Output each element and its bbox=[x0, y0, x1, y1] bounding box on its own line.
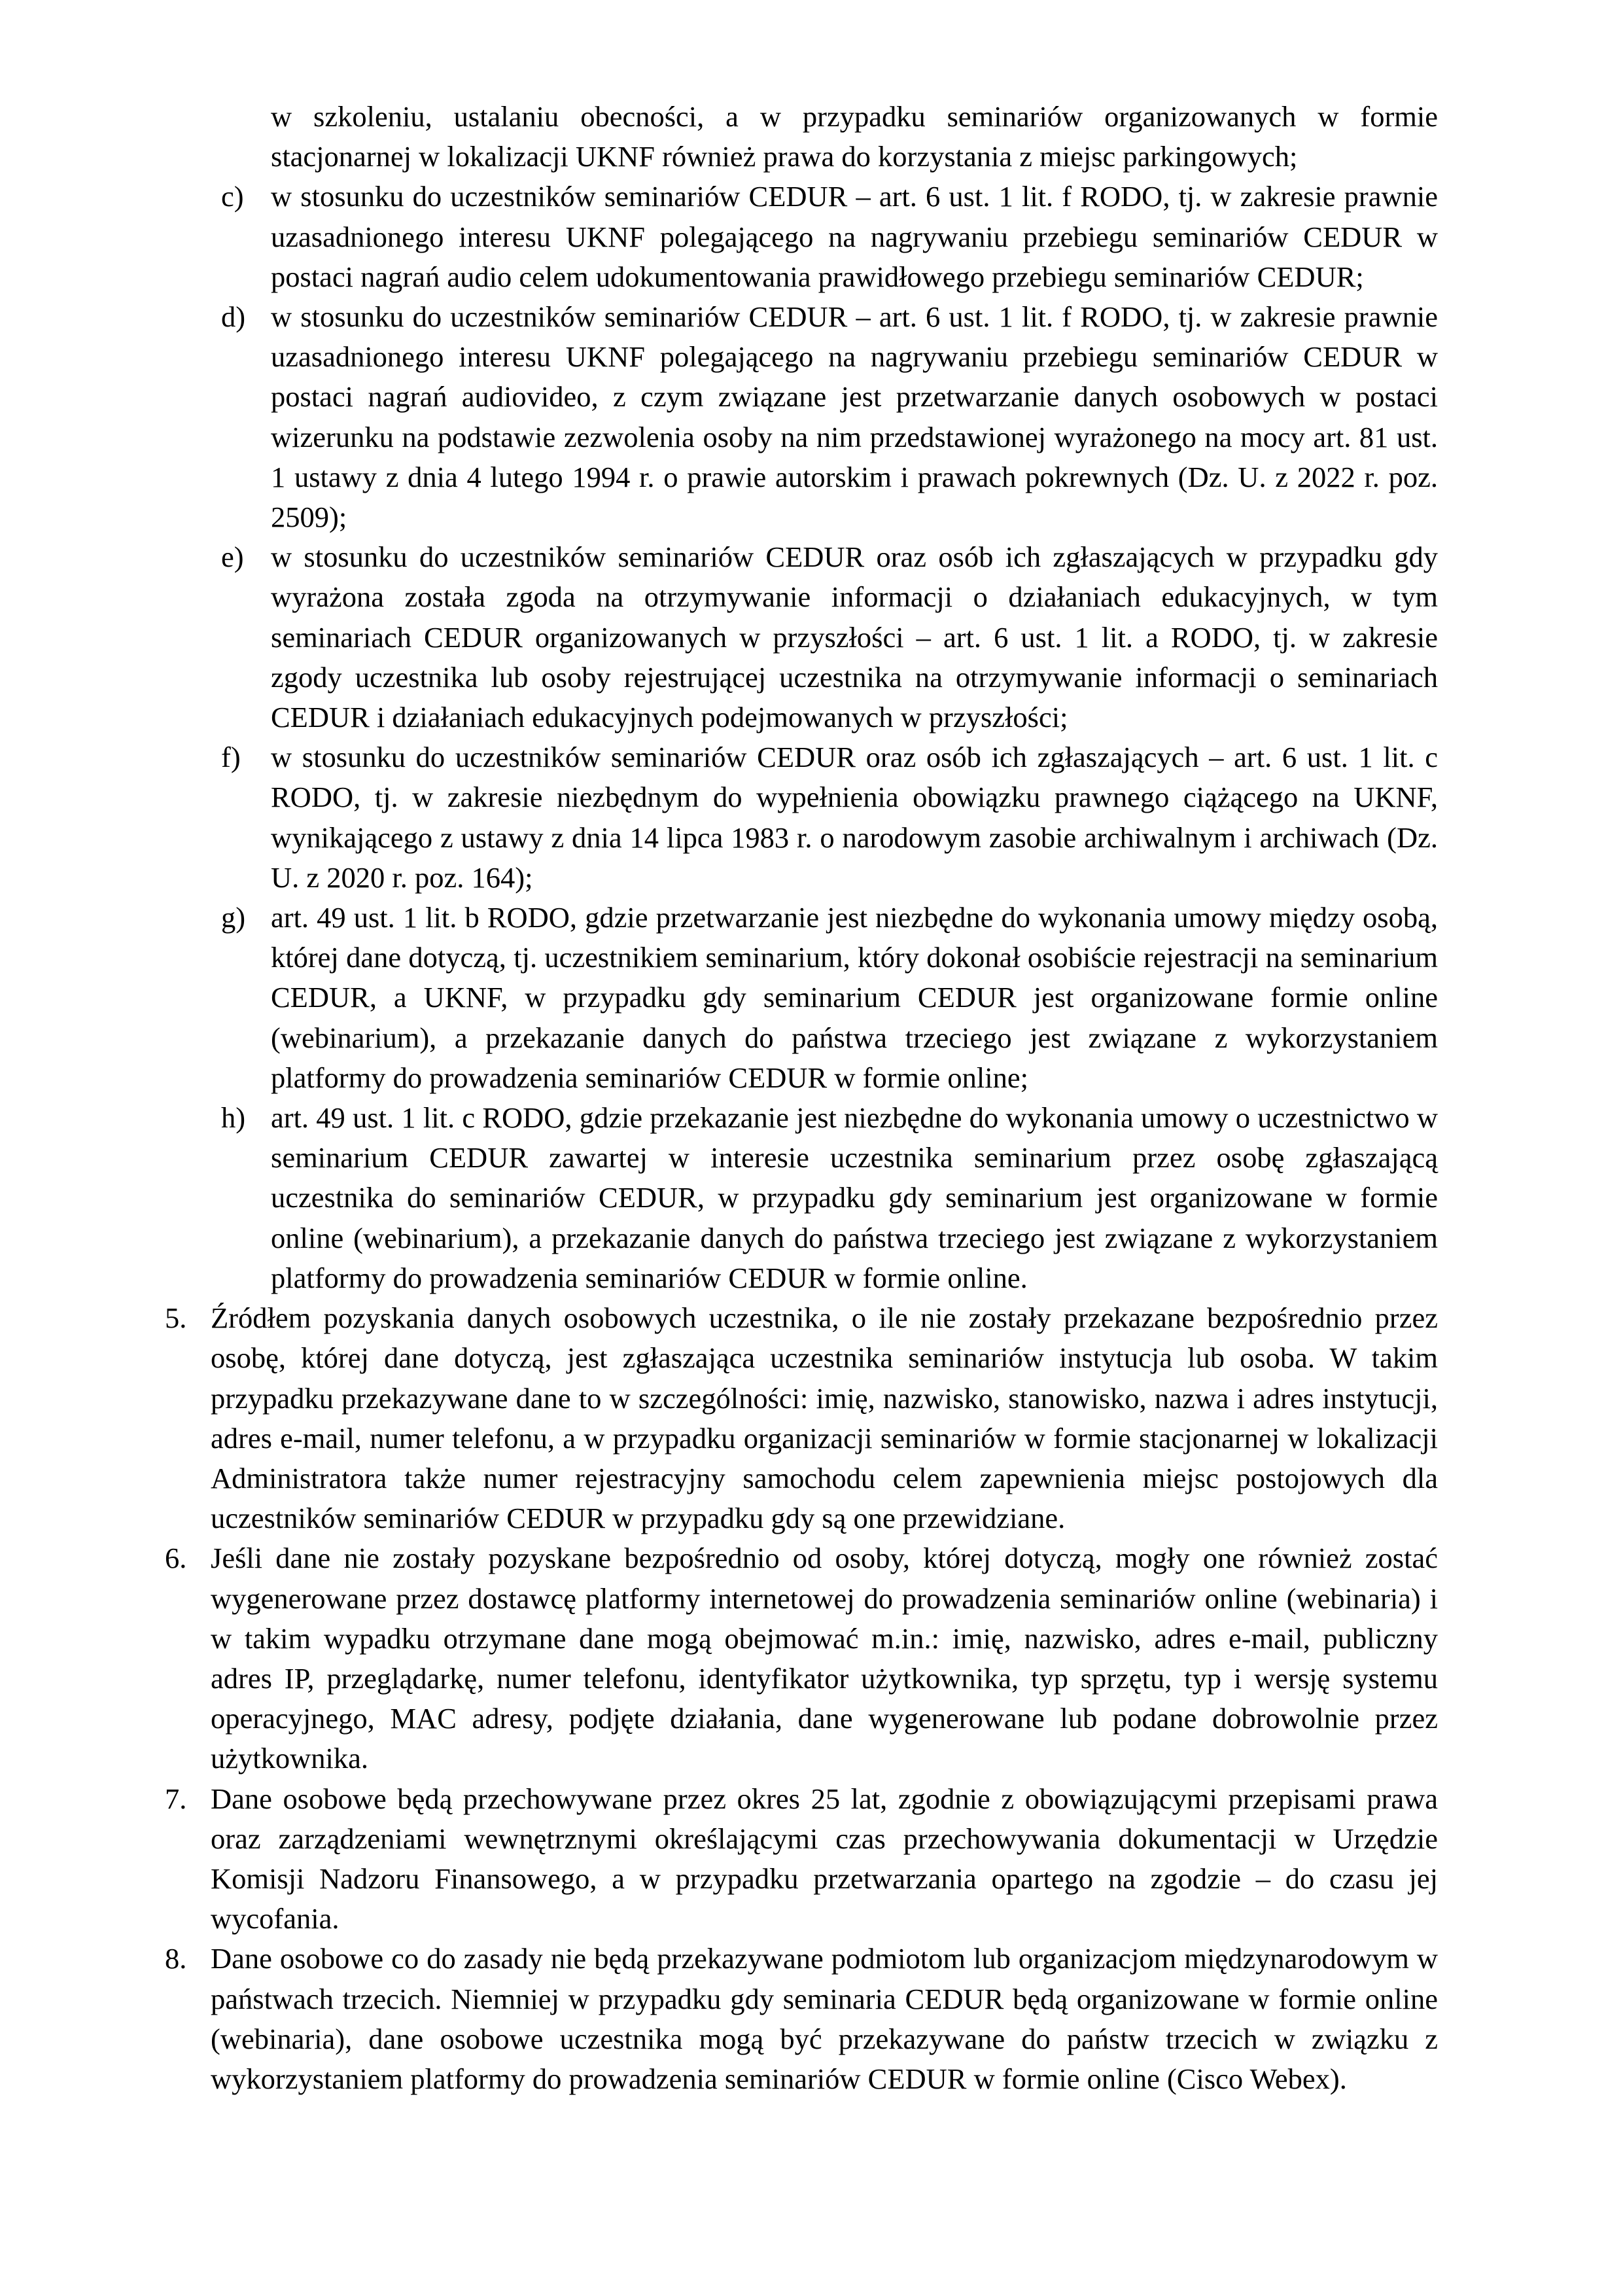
sub-item-text: w stosunku do uczestników seminariów CEDUR – art. 6 ust. 1 lit. f RODO, tj. w zakresie prawnie uzasadnionego interesu UKNF polegającego na nagrywaniu przebiegu seminariów CEDUR w postaci nagrań audio celem udokumentowania prawidłowego przebiegu seminariów CEDUR; bbox=[271, 180, 1438, 293]
list-marker: g) bbox=[221, 901, 246, 934]
sub-item-text: art. 49 ust. 1 lit. b RODO, gdzie przetwarzanie jest niezbędne do wykonania umowy między osobą, której dane dotyczą, tj. uczestnikiem seminarium, który dokonał osobiście rejestracji na seminarium CEDUR, a UKNF, w przypadku gdy seminarium CEDUR jest organizowane formie online (webinarium), a przekazanie danych do państwa trzeciego jest związane z wykorzystaniem platformy do prowadzenia seminariów CEDUR w formie online; bbox=[271, 901, 1438, 1094]
list-marker: c) bbox=[221, 180, 244, 213]
sub-item-g bbox=[165, 898, 1438, 1098]
sub-item-text: w stosunku do uczestników seminariów CEDUR oraz osób ich zgłaszających w przypadku gdy wyrażona została zgoda na otrzymywanie informacji o działaniach edukacyjnych, w tym seminariach CEDUR organizowanych w przyszłości – art. 6 ust. 1 lit. a RODO, tj. w zakresie zgody uczestnika lub osoby rejestrującej uczestnika na otrzymywanie informacji o seminariach CEDUR i działaniach edukacyjnych podejmowanych w przyszłości; bbox=[271, 540, 1438, 734]
sub-item-b-continuation-text: w szkoleniu, ustalaniu obecności, a w przypadku seminariów organizowanych w formie stacjonarnej w lokalizacji UKNF również prawa do korzystania z miejsc parkingowych; bbox=[271, 100, 1438, 173]
sub-item-b-continuation bbox=[271, 97, 1438, 177]
sub-item-e bbox=[165, 537, 1438, 737]
list-number: 8. bbox=[165, 1942, 187, 1975]
main-item-8 bbox=[165, 1939, 1438, 2099]
sub-item-d bbox=[165, 297, 1438, 537]
main-item-5 bbox=[165, 1298, 1438, 1538]
list-number: 7. bbox=[165, 1782, 187, 1815]
sub-item-c bbox=[165, 177, 1438, 297]
document-body bbox=[165, 97, 1438, 2099]
list-marker: f) bbox=[221, 741, 241, 774]
list-number: 5. bbox=[165, 1301, 187, 1335]
main-item-text: Jeśli dane nie zostały pozyskane bezpośrednio od osoby, której dotyczą, mogły one również zostać wygenerowane przez dostawcę platformy internetowej do prowadzenia seminariów online (webinaria) i w takim wypadku otrzymane dane mogą obejmować m.in.: imię, nazwisko, adres e-mail, publiczny adres IP, przeglądarkę, numer telefonu, identyfikator użytkownika, typ sprzętu, typ i wersję systemu operacyjnego, MAC adresy, podjęte działania, dane wygenerowane lub podane dobrowolnie przez użytkownika. bbox=[211, 1542, 1438, 1775]
sub-item-text: w stosunku do uczestników seminariów CEDUR oraz osób ich zgłaszających – art. 6 ust. 1 lit. c RODO, tj. w zakresie niezbędnym do wypełnienia obowiązku prawnego ciążącego na UKNF, wynikającego z ustawy z dnia 14 lipca 1983 r. o narodowym zasobie archiwalnym i archiwach (Dz. U. z 2020 r. poz. 164); bbox=[271, 741, 1438, 894]
sub-item-text: w stosunku do uczestników seminariów CEDUR – art. 6 ust. 1 lit. f RODO, tj. w zakresie prawnie uzasadnionego interesu UKNF polegającego na nagrywaniu przebiegu seminariów CEDUR w postaci nagrań audiovideo, z czym związane jest przetwarzanie danych osobowych w postaci wizerunku na podstawie zezwolenia osoby na nim przedstawionej wyrażonego na mocy art. 81 ust. 1 ustawy z dnia 4 lutego 1994 r. o prawie autorskim i prawach pokrewnych (Dz. U. z 2022 r. poz. 2509); bbox=[271, 300, 1438, 534]
main-item-text: Dane osobowe będą przechowywane przez okres 25 lat, zgodnie z obowiązującymi przepisami prawa oraz zarządzeniami wewnętrznymi określającymi czas przechowywania dokumentacji w Urzędzie Komisji Nadzoru Finansowego, a w przypadku przetwarzania opartego na zgodzie – do czasu jej wycofania. bbox=[211, 1782, 1438, 1935]
main-item-6 bbox=[165, 1538, 1438, 1778]
list-marker: e) bbox=[221, 540, 244, 574]
main-item-text: Dane osobowe co do zasady nie będą przekazywane podmiotom lub organizacjom międzynarodowym w państwach trzecich. Niemniej w przypadku gdy seminaria CEDUR będą organizowane w formie online (webinaria), dane osobowe uczestnika mogą być przekazywane do państw trzecich w związku z wykorzystaniem platformy do prowadzenia seminariów CEDUR w formie online (Cisco Webex). bbox=[211, 1942, 1438, 2095]
main-item-7 bbox=[165, 1779, 1438, 1939]
main-item-text: Źródłem pozyskania danych osobowych uczestnika, o ile nie zostały przekazane bezpośrednio przez osobę, której dane dotyczą, jest zgłaszająca uczestnika seminariów instytucja lub osoba. W takim przypadku przekazywane dane to w szczególności: imię, nazwisko, stanowisko, nazwa i adres instytucji, adres e-mail, numer telefonu, a w przypadku organizacji seminariów w formie stacjonarnej w lokalizacji Administratora także numer rejestracyjny samochodu celem zapewnienia miejsc postojowych dla uczestników seminariów CEDUR w przypadku gdy są one przewidziane. bbox=[211, 1301, 1438, 1535]
list-number: 6. bbox=[165, 1542, 187, 1575]
list-marker: h) bbox=[221, 1101, 246, 1135]
sub-item-text: art. 49 ust. 1 lit. c RODO, gdzie przekazanie jest niezbędne do wykonania umowy o uczestnictwo w seminarium CEDUR zawartej w interesie uczestnika seminarium przez osobę zgłaszającą uczestnika do seminariów CEDUR, w przypadku gdy seminarium jest organizowane w formie online (webinarium), a przekazanie danych do państwa trzeciego jest związane z wykorzystaniem platformy do prowadzenia seminariów CEDUR w formie online. bbox=[271, 1101, 1438, 1294]
list-marker: d) bbox=[221, 300, 246, 334]
sub-item-f bbox=[165, 737, 1438, 898]
sub-item-h bbox=[165, 1098, 1438, 1298]
